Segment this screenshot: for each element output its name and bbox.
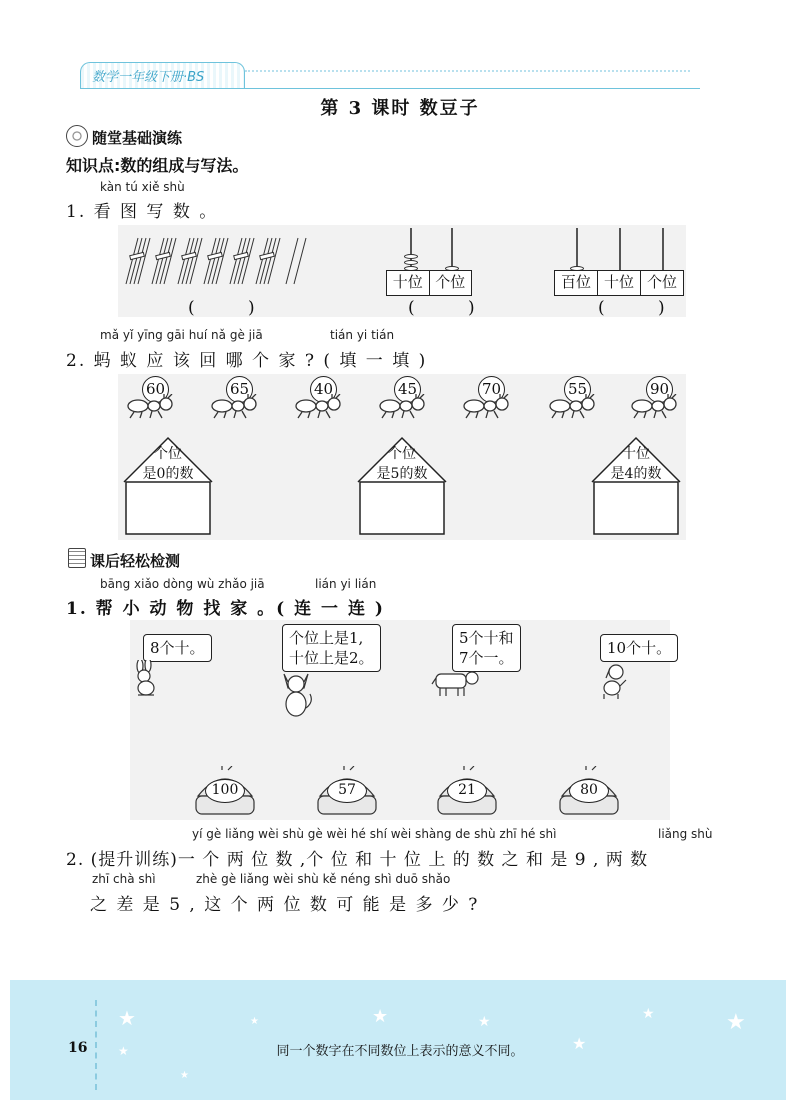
house-body-2 (360, 482, 444, 534)
dome-number: 80 (569, 779, 609, 803)
place-value-box-2 (386, 270, 472, 296)
place-value-box-3 (554, 270, 684, 296)
knowledge-point: 知识点:数的组成与写法。 (66, 156, 249, 175)
ant-7 (628, 376, 688, 420)
bubble-cow-line2: 7个一。 (459, 649, 514, 667)
star-icon: ★ (118, 1006, 136, 1030)
bubble-dog (600, 634, 678, 662)
abacus-rod-tens (619, 228, 621, 272)
q2-pinyin-fill: tián yi tián (330, 328, 395, 342)
place-hundreds-label: 百位 (555, 271, 598, 295)
s2-q1-text: 1. 帮 小 动 物 找 家 。( 连 一 连 ) (66, 599, 385, 619)
footer-note: 同一个数字在不同数位上表示的意义不同。 (276, 1044, 524, 1059)
abacus-bead (404, 254, 418, 259)
dog-icon (594, 662, 630, 700)
dome-number: 21 (447, 779, 487, 803)
ant-number: 90 (646, 376, 673, 403)
house-body-3 (594, 482, 678, 534)
q1-answer-blank-1[interactable]: ( ) (188, 298, 279, 318)
house-1-label (108, 444, 228, 484)
star-icon: ★ (726, 1010, 746, 1035)
section-heading-practice: 随堂基础演练 (92, 129, 183, 147)
ant-icon (546, 394, 602, 420)
bubble-cow-line1: 5个十和 (459, 629, 514, 647)
ant-number: 45 (394, 376, 421, 403)
house-1-line1: 个位 (154, 446, 182, 462)
star-icon: ★ (642, 1006, 655, 1022)
bundle-5 (230, 238, 254, 284)
page-title: 第 3 课时 数豆子 (320, 98, 480, 119)
bubble-dog-line1: 10个十。 (607, 639, 672, 657)
star-icon: ★ (372, 1006, 389, 1027)
house-2-line2: 是5的数 (376, 466, 428, 482)
s2-q2-pinyin-2: liǎng shù (658, 827, 713, 841)
q2-pinyin: mǎ yǐ yīng gāi huí nǎ gè jiā (100, 328, 263, 342)
star-icon: ★ (572, 1034, 587, 1053)
s2-q2-pinyin-1: yí gè liǎng wèi shù gè wèi hé shí wèi shàng de shù zhī hé shì (192, 827, 557, 841)
place-ones-label: 个位 (646, 273, 677, 291)
bubble-cat-line1: 个位上是1, (289, 629, 364, 647)
ant-number: 40 (310, 376, 337, 403)
q1-answer-blank-2[interactable]: ( ) (408, 298, 499, 318)
ant-number: 65 (226, 376, 253, 403)
place-ones-label: 个位 (435, 273, 466, 291)
house-3-line2: 是4的数 (610, 466, 662, 482)
ant-4 (376, 376, 436, 420)
bundle-1 (126, 238, 150, 284)
house-1-line2: 是0的数 (142, 466, 194, 482)
house-3-label (576, 444, 696, 484)
cow-icon (430, 668, 482, 698)
ant-icon (292, 394, 348, 420)
s2-q1-pinyin: bāng xiǎo dòng wù zhǎo jiā (100, 577, 265, 591)
ant-6 (546, 376, 606, 420)
stick-bundles (118, 232, 318, 292)
ant-icon (460, 394, 516, 420)
dome-number: 100 (205, 779, 245, 803)
section-heading-homework: 课后轻松检测 (90, 552, 181, 570)
s2-q2-pinyin-3: zhī chà shì (92, 872, 156, 886)
star-icon: ★ (118, 1044, 129, 1058)
bubble-rabbit (143, 634, 212, 662)
dome-house-1 (192, 766, 258, 818)
calculator-icon (68, 548, 86, 568)
house-2-line1: 个位 (388, 446, 416, 462)
bundle-4 (204, 238, 228, 284)
bubble-cow (452, 624, 521, 672)
bubble-cat-line2: 十位上是2。 (289, 649, 374, 667)
place-tens-label: 十位 (598, 271, 641, 295)
dome-house-3 (434, 766, 500, 818)
q1-answer-blank-3[interactable]: ( ) (598, 298, 689, 318)
ant-icon (628, 394, 684, 420)
bundle-3 (178, 238, 202, 284)
abacus-rod-ones (662, 228, 664, 272)
ant-2 (208, 376, 268, 420)
single-sticks (286, 238, 306, 284)
s2-q2-pinyin-4: zhè gè liǎng wèi shù kě néng shì duō shǎo (196, 872, 451, 886)
star-icon: ★ (478, 1014, 491, 1030)
q1-pinyin: kàn tú xiě shù (100, 180, 185, 194)
ant-number: 70 (478, 376, 505, 403)
ant-icon (124, 394, 180, 420)
star-icon: ★ (250, 1016, 259, 1027)
header-dotted-rule (245, 70, 690, 72)
house-3-line1: 十位 (622, 446, 650, 462)
bundle-6 (256, 238, 280, 284)
abacus-bead (404, 260, 418, 265)
dome-number: 57 (327, 779, 367, 803)
ant-number: 55 (564, 376, 591, 403)
bubble-rabbit-line1: 8个十。 (150, 639, 205, 657)
ant-1 (124, 376, 184, 420)
dome-house-4 (556, 766, 622, 818)
ant-number: 60 (142, 376, 169, 403)
ant-icon (208, 394, 264, 420)
house-body-1 (126, 482, 210, 534)
house-2-label (342, 444, 462, 484)
ant-5 (460, 376, 520, 420)
dome-house-2 (314, 766, 380, 818)
page-number: 16 (68, 1040, 88, 1056)
ant-icon (376, 394, 432, 420)
bundle-2 (152, 238, 176, 284)
s2-q2-text: 2. (提升训练)一 个 两 位 数 ,个 位 和 十 位 上 的 数 之 和 是 9 , 两 数 (66, 850, 649, 870)
header-rule (80, 88, 700, 89)
rabbit-icon (128, 660, 162, 698)
ant-3 (292, 376, 352, 420)
s2-q1-pinyin-connect: lián yi lián (315, 577, 377, 591)
book-title: 数学一年级下册·BS (92, 70, 205, 85)
bubble-cat (282, 624, 381, 672)
star-icon: ★ (180, 1070, 189, 1081)
gear-icon (66, 125, 88, 147)
q2-text: 2. 蚂 蚁 应 该 回 哪 个 家 ? ( 填 一 填 ) (66, 351, 428, 371)
q1-text: 1. 看 图 写 数 。 (66, 202, 219, 222)
place-tens-label: 十位 (387, 271, 430, 295)
s2-q2-text-2: 之 差 是 5 , 这 个 两 位 数 可 能 是 多 少 ? (90, 895, 480, 915)
cat-icon (278, 668, 314, 720)
